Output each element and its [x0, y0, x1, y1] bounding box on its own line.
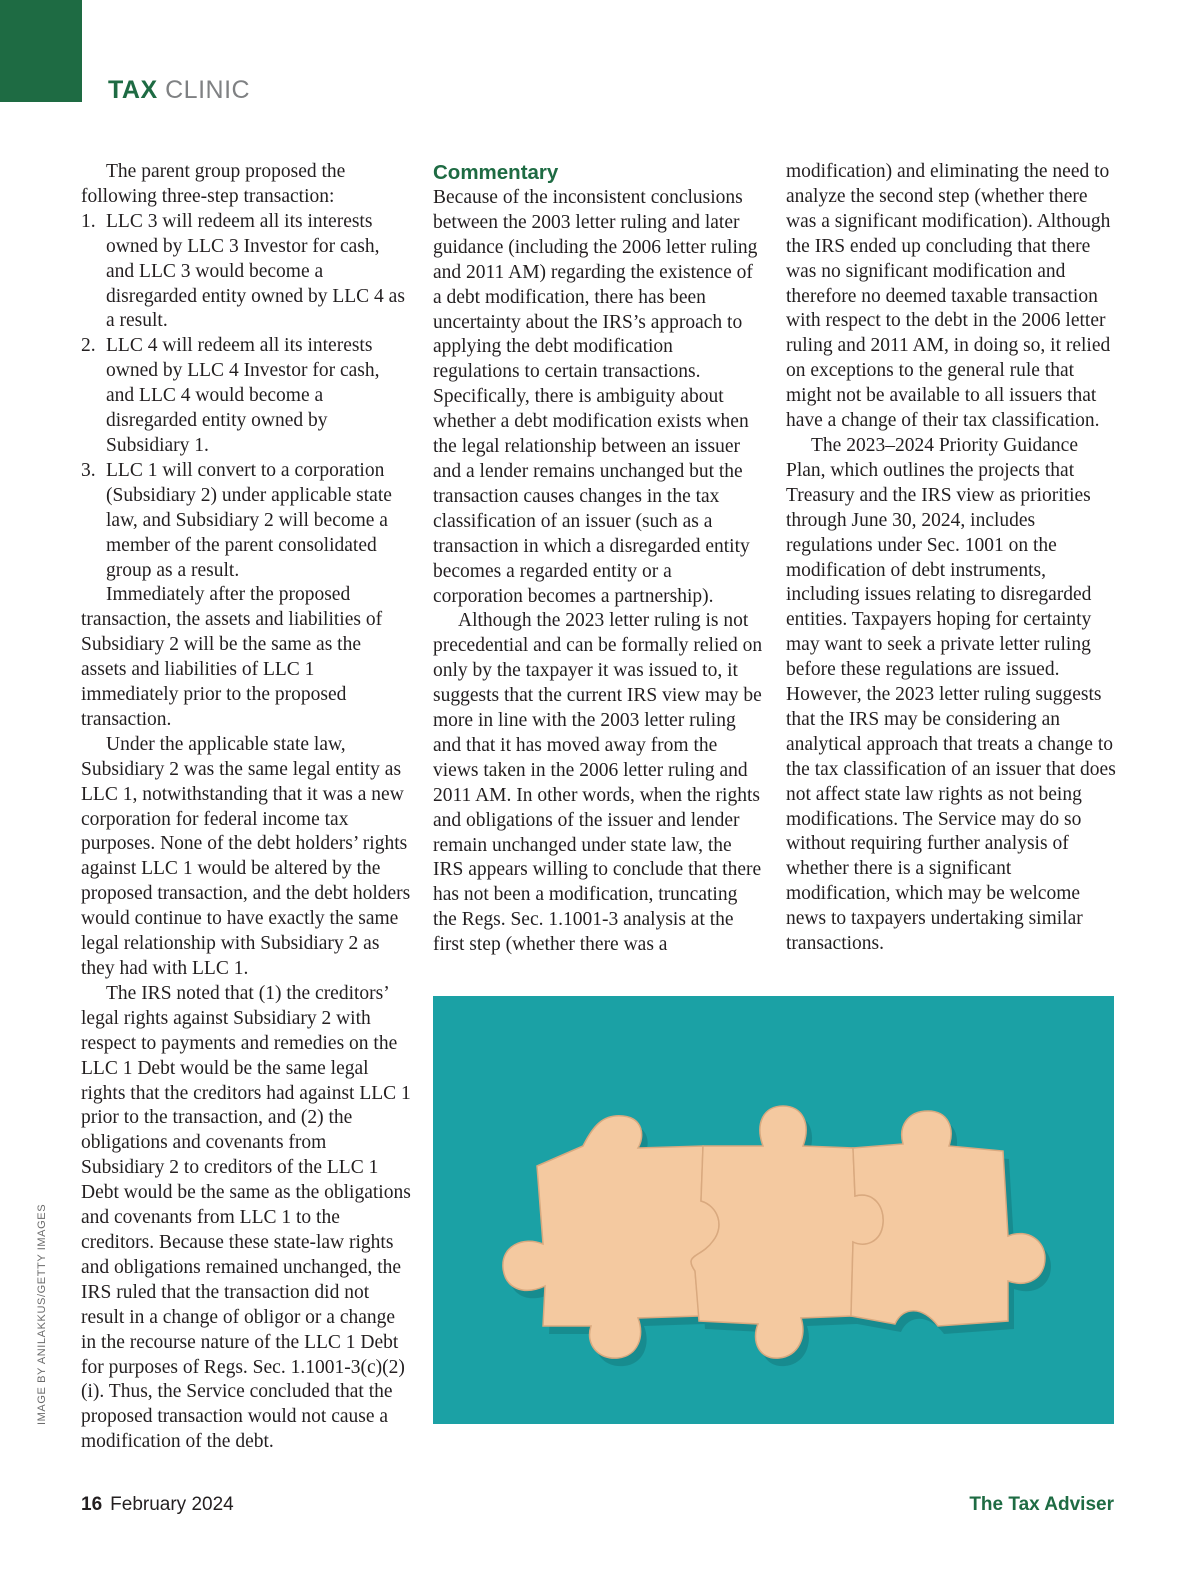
column-3	[786, 160, 1116, 957]
list-number: 1.	[81, 210, 96, 232]
body-paragraph: Under the applicable state law, Subsidiary 2 was the same legal entity as LLC 1, notwithstanding that it was a new corporation for federal income tax purposes. None of the debt holders’ rights against LLC 1 would be altered by the proposed transaction, and the debt holders would continue to have exactly the same legal relationship with Subsidiary 2 as they had with LLC 1.	[81, 733, 411, 979]
list-text: LLC 3 will redeem all its interests owned by LLC 3 Investor for cash, and LLC 3 would become a disregarded entity owned by LLC 4 as a result.	[106, 210, 405, 332]
body-paragraph: The IRS noted that (1) the creditors’ legal rights against Subsidiary 2 with respect to payments and remedies on the LLC 1 Debt would be the same legal rights that the creditors had against LLC 1 prior to the transaction, and (2) the obligations and covenants from Subsidiary 2 to creditors of the LLC 1 Debt would be the same as the obligations and covenants from LLC 1 to the creditors. Because these state-law rights and obligations remained unchanged, the IRS ruled that the transaction did not result in a change of obligor or a change in the recourse nature of the LLC 1 Debt for purposes of Regs. Sec. 1.1001-3(c)(2)(i). Thus, the Service concluded that the proposed transaction would not cause a modification of the debt.	[81, 982, 411, 1453]
column-1	[81, 160, 411, 1455]
list-number: 2.	[81, 335, 96, 357]
list-number: 3.	[81, 459, 96, 481]
list-item	[81, 459, 411, 584]
list-item	[81, 210, 411, 335]
section-label-bold: TAX	[108, 76, 158, 104]
body-paragraph: Although the 2023 letter ruling is not precedential and can be formally relied on only by the taxpayer it was issued to, it suggests that the current IRS view may be more in line with the 2003 letter ruling and that it has moved away from the views taken in the 2006 letter ruling and 2011 AM. In other words, when the rights and obligations of the issuer and lender remain unchanged under state law, the IRS appears willing to conclude that there has not been a modification, truncating the Regs. Sec. 1.1001-3 analysis at the first step (whether there was a	[433, 610, 763, 956]
issue-date: February 2024	[110, 1494, 234, 1515]
body-paragraph: The 2023–2024 Priority Guidance Plan, which outlines the projects that Treasury and the IRS view as priorities through June 30, 2024, includes regulations under Sec. 1001 on the modification of debt instruments, including issues relating to disregarded entities. Taxpayers hoping for certainty may want to seek a private letter ruling before these regulations are issued. However, the 2023 letter ruling suggests that the IRS may be considering an analytical approach that treats a change to the tax classification of an issuer that does not affect state law rights as not being modifications. The Service may do so without requiring further analysis of whether there is a significant modification, which may be welcome news to taxpayers undertaking similar transactions.	[786, 434, 1116, 955]
puzzle-pieces-illustration	[433, 996, 1114, 1424]
publication-name: The Tax Adviser	[969, 1494, 1114, 1515]
step-list	[81, 210, 411, 584]
body-paragraph: Immediately after the proposed transaction, the assets and liabilities of Subsidiary 2 will be the same as the assets and liabilities of LLC 1 immediately prior to the proposed transaction.	[81, 584, 383, 730]
column-2	[433, 160, 763, 958]
image-credit: IMAGE BY ANILAKKUS/GETTY IMAGES	[36, 1203, 48, 1425]
list-item	[81, 334, 411, 459]
puzzle-photo	[433, 996, 1114, 1424]
commentary-heading: Commentary	[433, 161, 559, 184]
list-text: LLC 1 will convert to a corporation (Subsidiary 2) under applicable state law, and Subsidiary 2 will become a member of the parent consolidated group as a result.	[106, 459, 392, 581]
header-color-block	[0, 0, 82, 102]
page-number: 16	[81, 1494, 103, 1515]
intro-paragraph: The parent group proposed the following three-step transaction:	[81, 161, 346, 207]
section-label	[108, 76, 250, 105]
list-text: LLC 4 will redeem all its interests owned by LLC 4 Investor for cash, and LLC 4 would become a disregarded entity owned by Subsidiary 1.	[106, 335, 380, 456]
section-label-light: CLINIC	[165, 76, 251, 104]
footer-page-info	[81, 1494, 234, 1516]
body-paragraph: Because of the inconsistent conclusions between the 2003 letter ruling and later guidance (including the 2006 letter ruling and 2011 AM) regarding the existence of a debt modification, there has been uncertainty about the IRS’s approach to applying the debt modification regulations to certain transactions. Specifically, there is ambiguity about whether a debt modification exists when the legal relationship between an issuer and a lender remains unchanged but the transaction causes changes in the tax classification of an issuer (such as a transaction in which a disregarded entity becomes a regarded entity or a corporation becomes a partnership).	[433, 187, 758, 607]
body-paragraph: modification) and eliminating the need to analyze the second step (whether there was a significant modification). Although the IRS ended up concluding that there was no significant modification and therefore no deemed taxable transaction with respect to the debt in the 2006 letter ruling and 2011 AM, in doing so, it relied on exceptions to the general rule that might not be available to all issuers that have a change of their tax classification.	[786, 161, 1111, 432]
